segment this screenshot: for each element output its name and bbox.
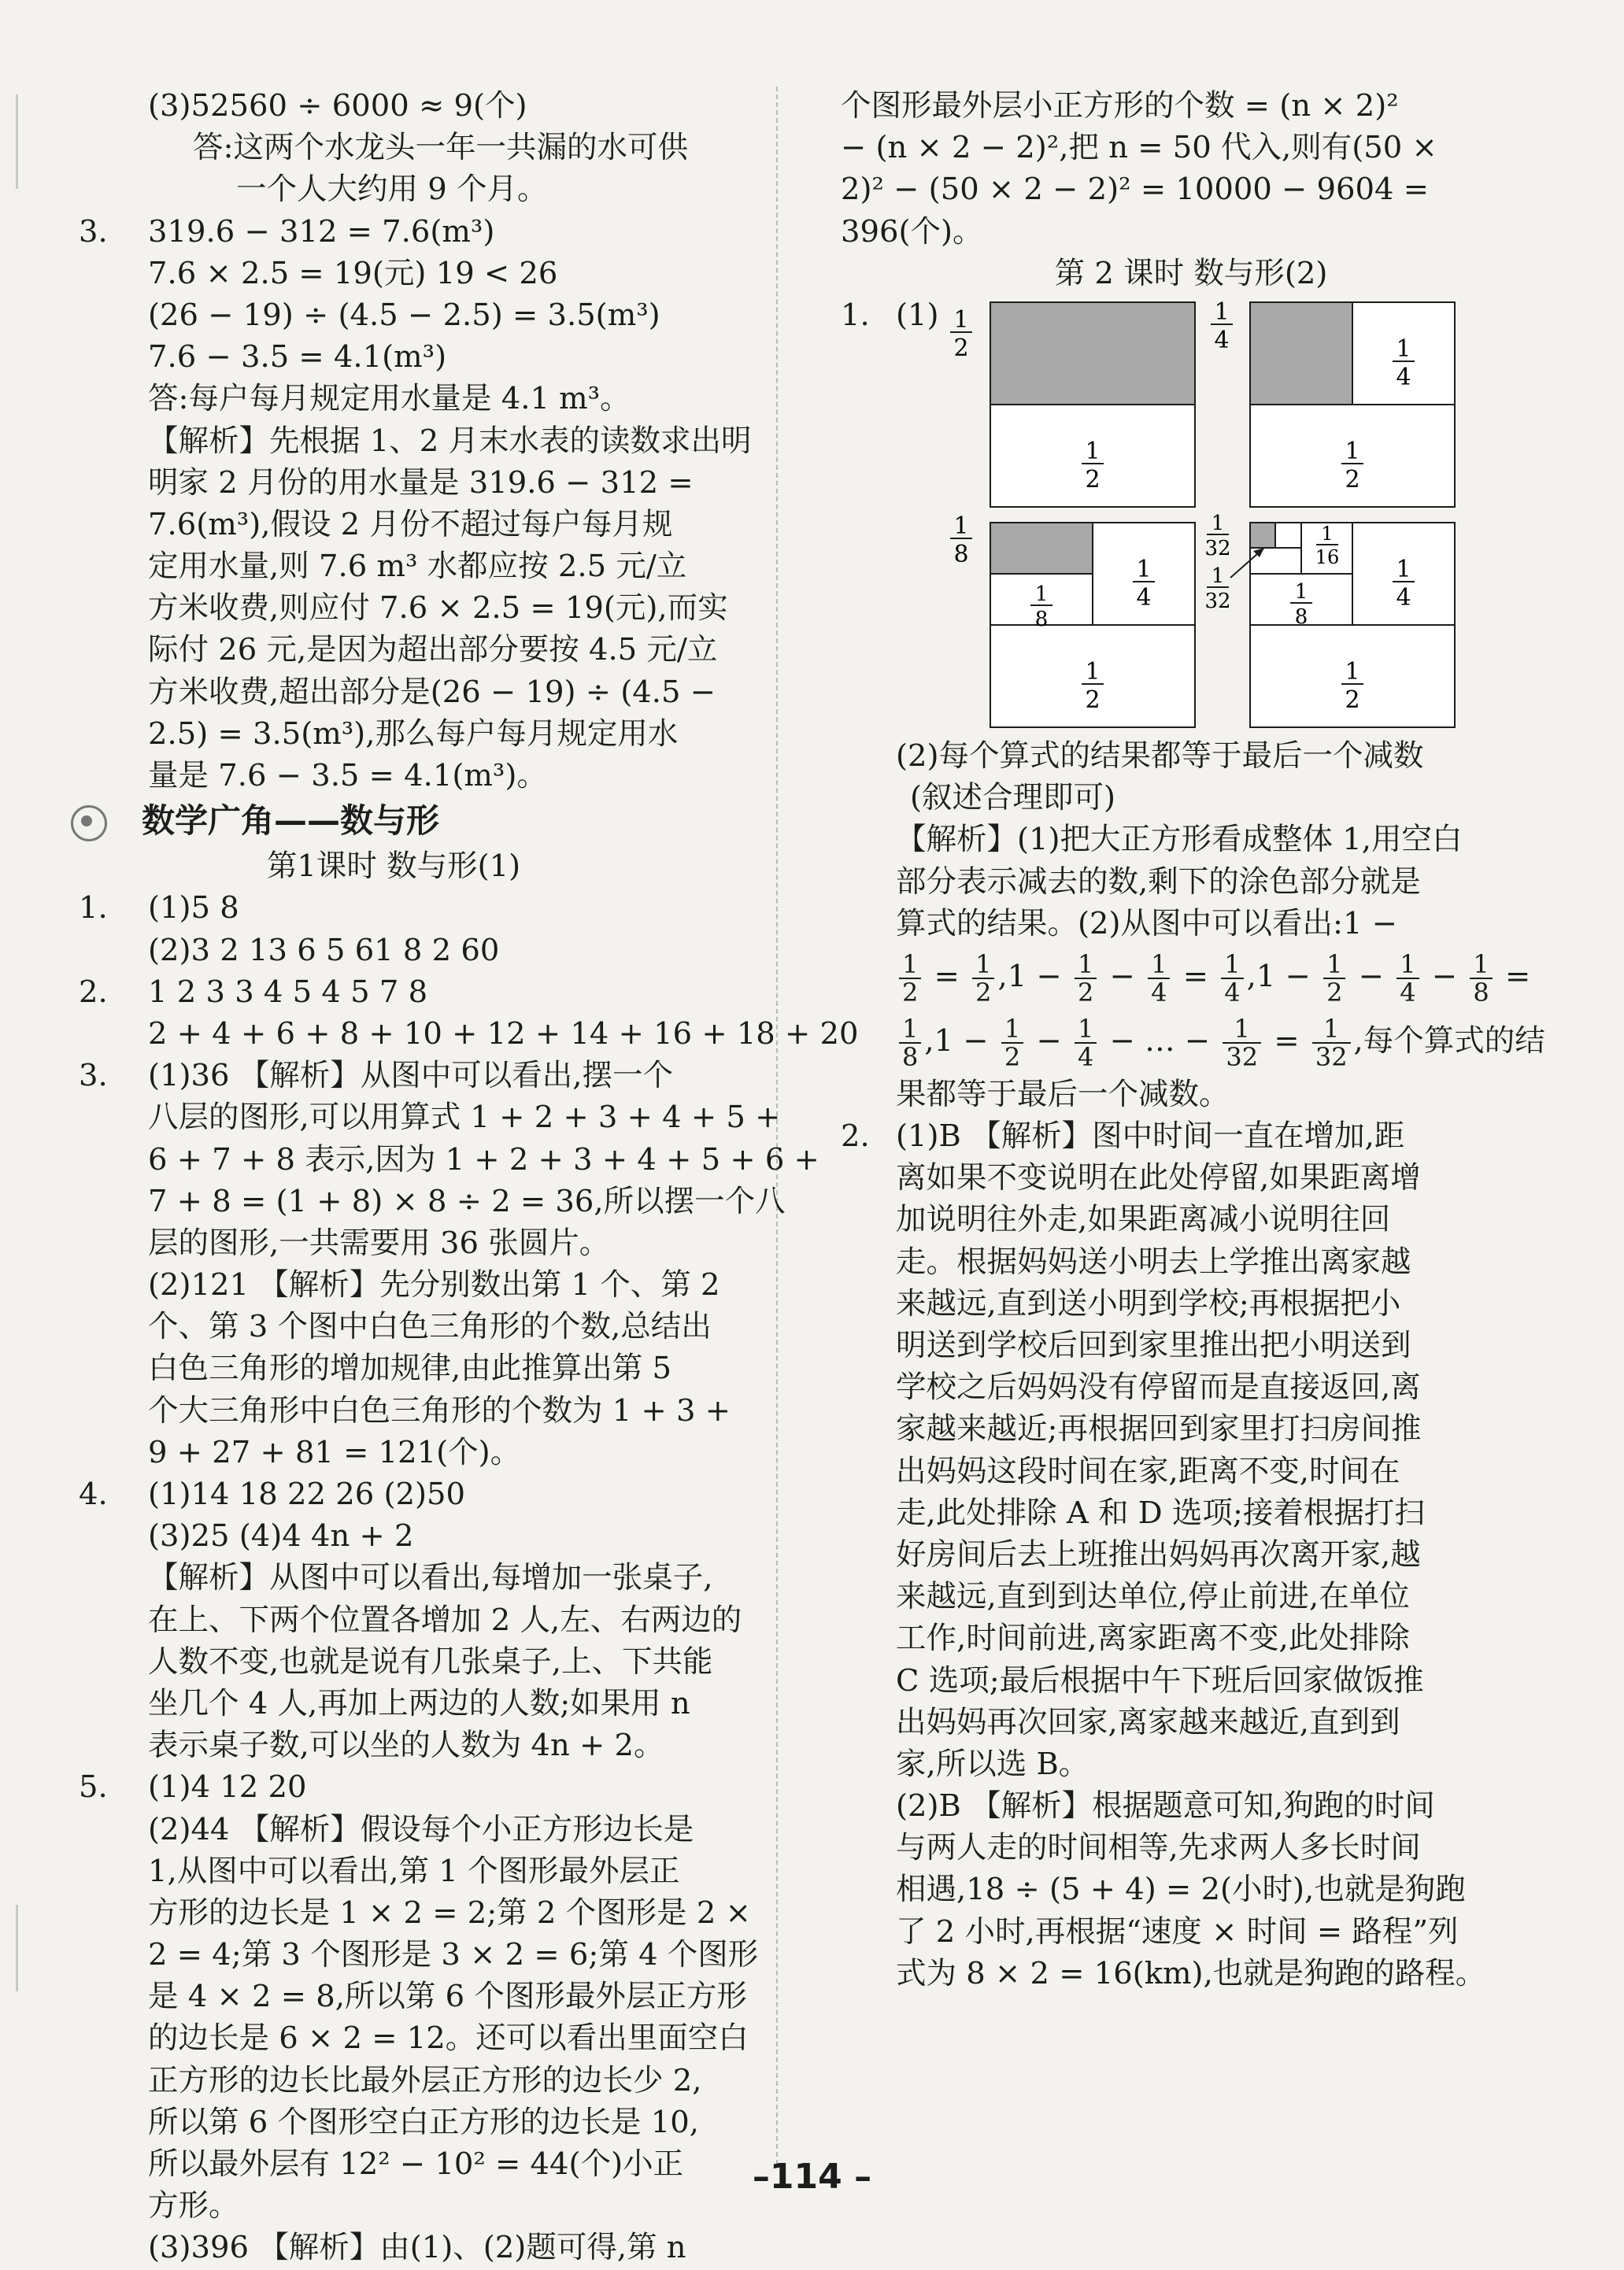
fraction-region <box>1250 302 1352 405</box>
text-line: 表示桌子数,可以坐的人数为 4n + 2。 <box>148 1728 664 1764</box>
text-line: 加说明往外走,如果距离减小说明往回 <box>896 1202 1391 1238</box>
fraction-denominator: 4 <box>1136 583 1152 612</box>
fraction: $\frac{1}{2}$ <box>1001 1015 1023 1070</box>
fraction-numerator: 1 <box>1085 437 1101 465</box>
text-line: 方形的边长是 1 × 2 = 2;第 2 个图形是 2 × <box>148 1895 751 1931</box>
text-line: 396(个)。 <box>841 213 983 250</box>
text-line: 明送到学校后回到家里推出把小明送到 <box>896 1328 1411 1363</box>
fraction: $\frac{1}{4}$ <box>1221 951 1243 1006</box>
text-line: 在上、下两个位置各增加 2 人,左、右两边的 <box>148 1602 742 1638</box>
question-2-body <box>841 1157 1541 1995</box>
text-line: 的边长是 6 × 2 = 12。还可以看出里面空白 <box>148 2020 749 2057</box>
fraction-squares-svg <box>841 294 1541 735</box>
lesson-title: 第 2 课时 数与形(2) <box>1054 255 1328 291</box>
fraction-denominator: 2 <box>953 334 969 362</box>
text-line: (2)B 【解析】根据题意可知,狗跑的时间 <box>896 1788 1435 1825</box>
text-line: 家,所以选 B。 <box>896 1746 1089 1782</box>
fraction-numerator: 1 <box>1214 298 1230 326</box>
fraction-region <box>990 302 1195 405</box>
fraction-numerator: 1 <box>1085 657 1101 686</box>
text-line: 个大三角形中白色三角形的个数为 1 + 3 + <box>148 1392 731 1429</box>
fraction-numerator: 1 <box>1294 579 1308 604</box>
fraction: $\frac{1}{32}$ <box>1223 1015 1261 1070</box>
fraction-numerator: 1 <box>1211 511 1225 535</box>
fraction: $\frac{1}{2}$ <box>972 951 994 1006</box>
text-line: 319.6 − 312 = 7.6(m³) <box>148 213 495 250</box>
question-number: 4. <box>79 1477 108 1512</box>
fraction-denominator: 2 <box>1345 686 1360 714</box>
text-line: (2)每个算式的结果都等于最后一个减数 <box>896 738 1424 774</box>
fraction-denominator: 32 <box>1204 589 1231 613</box>
answer-item <box>79 1055 708 1096</box>
text-line: 1 2 3 3 4 5 4 5 7 8 <box>148 974 428 1010</box>
text-line: 出妈妈这段时间在家,距离不变,时间在 <box>896 1453 1400 1489</box>
fraction-region <box>1275 523 1301 548</box>
fraction: $\frac{1}{32}$ <box>1312 1015 1351 1070</box>
text-line: 来越远,直到送小明到学校;再根据把小 <box>896 1285 1401 1322</box>
fraction-denominator: 8 <box>953 540 969 568</box>
text-line: (1)36 【解析】从图中可以看出,摆一个 <box>148 1058 674 1094</box>
fraction-denominator: 8 <box>1294 604 1308 629</box>
text-line: 【解析】从图中可以看出,每增加一张桌子, <box>148 1560 713 1596</box>
fraction-denominator: 2 <box>1345 465 1360 494</box>
section-heading: 数学广角——数与形 <box>79 797 708 845</box>
fraction-square-figures <box>841 294 1541 735</box>
text-line: 工作,时间前进,离家距离不变,此处排除 <box>896 1621 1410 1657</box>
page-number: –114 – <box>752 2157 872 2197</box>
text-line: 1,从图中可以看出,第 1 个图形最外层正 <box>148 1853 680 1889</box>
text-line: 所以第 6 个图形空白正方形的边长是 10, <box>148 2104 699 2140</box>
fraction: $\frac{1}{2}$ <box>1323 951 1345 1006</box>
binding-mark-bottom <box>16 1905 18 1991</box>
text-line: 7.6 × 2.5 = 19(元) 19 < 26 <box>148 255 558 291</box>
answer-list <box>79 887 859 2268</box>
fraction-equation-line-1: $\frac{1}{2}$ = $\frac{1}{2}$ ,1 − $\frac{1}{2}$ − $\frac{1}{4}$ = $\frac{1}{4}$ ,1 − $\frac{1}{2}$ − $\frac{1}{4}$ − $\frac{1}{8}$ = <box>841 945 1541 1009</box>
text-line: 一个人大约用 9 个月。 <box>236 172 548 208</box>
text-line: 学校之后妈妈没有停留而是直接返回,离 <box>896 1370 1421 1406</box>
fraction: $\frac{1}{8}$ <box>899 1015 921 1070</box>
text-line: 2 + 4 + 6 + 8 + 10 + 12 + 14 + 16 + 18 + 20 <box>148 1015 859 1052</box>
fraction-region <box>1250 523 1275 548</box>
text-line: 正方形的边长比最外层正方形的边长少 2, <box>148 2062 702 2098</box>
fraction-denominator: 2 <box>1085 465 1101 494</box>
text-line: 【解析】(1)把大正方形看成整体 1,用空白 <box>896 822 1463 858</box>
text-line: 2 = 4;第 3 个图形是 3 × 2 = 6;第 4 个图形 <box>148 1937 759 1973</box>
text-line: (3)396 【解析】由(1)、(2)题可得,第 n <box>148 2230 686 2266</box>
text-line: 7.6 − 3.5 = 4.1(m³) <box>148 339 447 375</box>
fraction-numerator: 1 <box>1321 522 1334 545</box>
answer-item <box>79 887 708 929</box>
text-line: (2)3 2 13 6 5 61 8 2 60 <box>148 932 500 968</box>
text-line: 果都等于最后一个减数。 <box>896 1076 1230 1112</box>
text-line: 了 2 小时,再根据“速度 × 时间 = 路程”列 <box>896 1913 1459 1950</box>
right-column <box>841 85 1545 1995</box>
text-line: 白色三角形的增加规律,由此推算出第 5 <box>148 1351 671 1387</box>
text-line: 2)² − (50 × 2 − 2)² = 10000 − 9604 = <box>841 172 1430 208</box>
text-line: − (n × 2 − 2)²,把 n = 50 代入,则有(50 × <box>841 130 1437 166</box>
text-line: 来越远,直到到达单位,停止前进,在单位 <box>896 1579 1410 1615</box>
text-line: (26 − 19) ÷ (4.5 − 2.5) = 3.5(m³) <box>148 297 660 333</box>
text-line: (1)4 12 20 <box>148 1769 307 1806</box>
fraction-denominator: 4 <box>1214 326 1230 354</box>
fraction-denominator: 32 <box>1204 536 1231 560</box>
fraction-numerator: 1 <box>1345 437 1360 465</box>
text-line: 八层的图形,可以用算式 1 + 2 + 3 + 4 + 5 + <box>148 1100 781 1136</box>
question-number: 2. <box>841 1118 870 1155</box>
text-line: 定用水量,则 7.6 m³ 水都应按 2.5 元/立 <box>148 549 687 585</box>
text-line: 出妈妈再次回家,离家越来越近,直到到 <box>896 1704 1400 1740</box>
fraction-denominator: 4 <box>1396 363 1411 391</box>
text-line: 离如果不变说明在此处停留,如果距离增 <box>896 1160 1421 1196</box>
question-number: 5. <box>79 1769 108 1806</box>
fraction-numerator: 1 <box>1211 564 1225 588</box>
text-line: 方米收费,则应付 7.6 × 2.5 = 19(元),而实 <box>148 590 728 627</box>
text-line: (1)B 【解析】图中时间一直在增加,距 <box>896 1118 1405 1155</box>
text-line: 答:这两个水龙头一年一共漏的水可供 <box>193 130 688 166</box>
answer-item <box>79 1473 708 1515</box>
lesson-title: 第1课时 数与形(1) <box>266 848 521 885</box>
text-line: 际付 26 元,是因为超出部分要按 4.5 元/立 <box>148 632 718 668</box>
text-line: 式为 8 × 2 = 16(km),也就是狗跑的路程。 <box>896 1955 1486 1991</box>
text-line: 人数不变,也就是说有几张桌子,上、下共能 <box>148 1643 713 1680</box>
fraction-numerator: 1 <box>953 512 969 540</box>
fraction-denominator: 8 <box>1034 607 1049 631</box>
question-2 <box>841 1115 1541 1157</box>
text-line: 9 + 27 + 81 = 121(个)。 <box>148 1434 521 1470</box>
left-column <box>79 85 859 2269</box>
text-line: 部分表示减去的数,剩下的涂色部分就是 <box>896 863 1421 900</box>
answer-item <box>79 1766 708 1808</box>
fraction-denominator: 2 <box>1085 686 1101 714</box>
fraction-numerator: 1 <box>1396 555 1411 583</box>
text-line: 个、第 3 个图中白色三角形的个数,总结出 <box>148 1309 712 1345</box>
text-line: 层的图形,一共需要用 36 张圆片。 <box>148 1225 610 1261</box>
text-line: 好房间后去上班推出妈妈再次离开家,越 <box>896 1536 1421 1573</box>
fraction-numerator: 1 <box>1396 335 1411 363</box>
question-number: 3. <box>79 1058 108 1094</box>
text-line: 7 + 8 = (1 + 8) × 8 ÷ 2 = 36,所以摆一个八 <box>148 1183 786 1219</box>
text-line: C 选项;最后根据中午下班后回家做饭推 <box>896 1662 1424 1699</box>
fraction: $\frac{1}{4}$ <box>1148 951 1170 1006</box>
text-line: 走,此处排除 A 和 D 选项;接着根据打扫 <box>896 1495 1425 1531</box>
question-3 <box>79 211 708 253</box>
text-line: 7.6(m³),假设 2 月份不超过每户每月规 <box>148 506 673 542</box>
text-line: 相遇,18 ÷ (5 + 4) = 2(小时),也就是狗跑 <box>896 1872 1466 1908</box>
binding-mark-top <box>16 94 18 189</box>
fraction-region <box>990 523 1093 574</box>
text-line: (3)25 (4)4 4n + 2 <box>148 1518 414 1555</box>
text-line: 【解析】先根据 1、2 月末水表的读数求出明 <box>148 423 752 459</box>
question-number: 1. <box>79 890 108 926</box>
question-number: 3. <box>79 213 108 250</box>
fraction: $\frac{1}{2}$ <box>899 951 921 1006</box>
fraction-numerator: 1 <box>1034 582 1049 606</box>
text-line: 所以最外层有 12² − 10² = 44(个)小正 <box>148 2146 684 2182</box>
text-line: 2.5) = 3.5(m³),那么每户每月规定用水 <box>148 715 679 752</box>
fraction-numerator: 1 <box>1345 657 1360 686</box>
text-line: 方形。 <box>148 2188 239 2224</box>
fraction-numerator: 1 <box>953 305 969 334</box>
text-line: 答:每户每月规定用水量是 4.1 m³。 <box>148 381 631 417</box>
text-line: 方米收费,超出部分是(26 − 19) ÷ (4.5 − <box>148 674 716 710</box>
text-line: (2)44 【解析】假设每个小正方形边长是 <box>148 1811 694 1847</box>
text-line: 家越来越近;再根据回到家里打扫房间推 <box>896 1411 1422 1447</box>
fraction-equation-line-2: $\frac{1}{8}$ ,1 − $\frac{1}{2}$ − $\frac{1}{4}$ − … − $\frac{1}{32}$ = $\frac{1}{32}$ ,每个算式的结 <box>841 1009 1541 1074</box>
text-line: 明家 2 月份的用水量是 319.6 − 312 = <box>148 464 694 501</box>
text-line: 算式的结果。(2)从图中可以看出:1 − <box>896 905 1397 941</box>
text-line: (1)14 18 22 26 (2)50 <box>148 1477 465 1512</box>
section-bullet-icon <box>71 805 107 841</box>
text-line: 个图形最外层小正方形的个数 = (n × 2)² <box>841 88 1399 124</box>
text-line: (1)5 8 <box>148 890 239 926</box>
fraction: $\frac{1}{4}$ <box>1396 951 1419 1006</box>
text-line: 量是 7.6 − 3.5 = 4.1(m³)。 <box>148 758 547 793</box>
text-line: 6 + 7 + 8 表示,因为 1 + 2 + 3 + 4 + 5 + 6 + <box>148 1141 819 1178</box>
fraction: $\frac{1}{8}$ <box>1470 951 1492 1006</box>
text-line: 坐几个 4 人,再加上两边的人数;如果用 n <box>148 1685 690 1721</box>
text-line: 与两人走的时间相等,先求两人多长时间 <box>896 1830 1421 1866</box>
part-label: (1) <box>896 297 939 333</box>
text-line: 是 4 × 2 = 8,所以第 6 个图形最外层正方形 <box>148 1979 747 2015</box>
text-line: (叙述合理即可) <box>910 780 1116 816</box>
fraction-numerator: 1 <box>1136 555 1152 583</box>
answer-item <box>79 971 708 1013</box>
question-number: 2. <box>79 974 108 1010</box>
fraction-denominator: 4 <box>1396 583 1411 612</box>
fraction: $\frac{1}{2}$ <box>1075 951 1097 1006</box>
text-line: (3)52560 ÷ 6000 ≈ 9(个) <box>148 88 527 124</box>
question-number: 1. <box>841 297 870 333</box>
text-line: 走。根据妈妈送小明去上学推出离家越 <box>896 1244 1411 1280</box>
fraction-denominator: 16 <box>1315 545 1340 568</box>
text-line: (2)121 【解析】先分别数出第 1 个、第 2 <box>148 1267 720 1303</box>
fraction: $\frac{1}{4}$ <box>1075 1015 1097 1070</box>
